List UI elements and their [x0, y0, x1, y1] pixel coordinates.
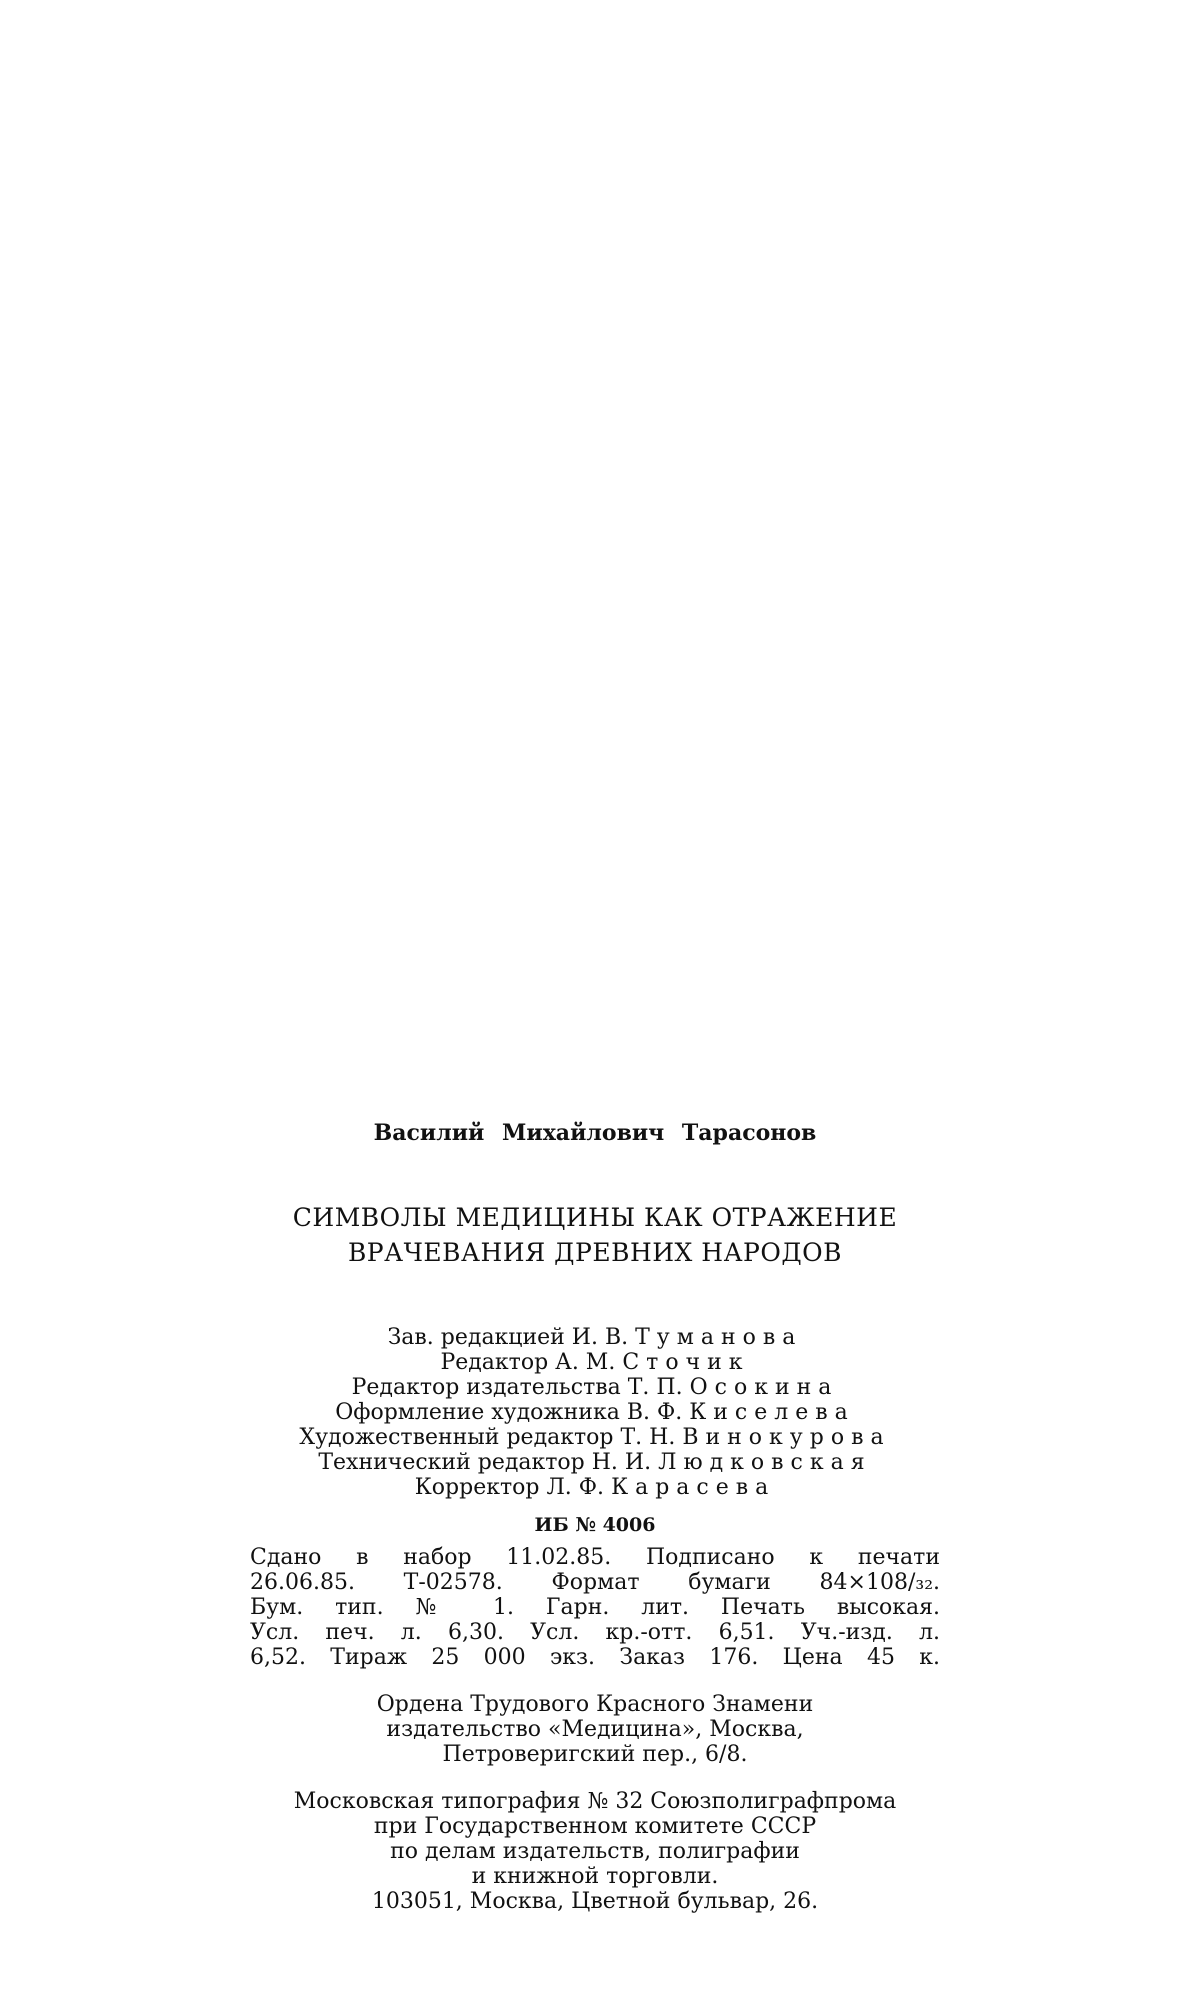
- staff-line: [250, 1475, 940, 1500]
- details-text: Печать высокая.: [720, 1595, 941, 1620]
- publisher-block: [250, 1692, 940, 1767]
- staff-surname: Людковская: [658, 1450, 872, 1475]
- details-line: [250, 1595, 940, 1620]
- details-text: Заказ 176.: [619, 1645, 759, 1670]
- printer-line: и книжной торговли.: [471, 1864, 719, 1889]
- details-text: Сдано в набор 11.02.85.: [250, 1545, 612, 1570]
- details-text: 6,52.: [250, 1645, 306, 1670]
- staff-role: Редактор издательства Т. П.: [351, 1375, 683, 1400]
- details-line: [250, 1570, 940, 1595]
- editorial-staff: [250, 1325, 940, 1500]
- staff-role: Редактор А. М.: [440, 1350, 616, 1375]
- staff-line: [250, 1425, 940, 1450]
- details-text: Усл. печ. л. 6,30.: [250, 1620, 504, 1645]
- ib-number: ИБ № 4006: [534, 1514, 656, 1536]
- staff-role: Зав. редакцией И. В.: [387, 1325, 629, 1350]
- details-line: [250, 1545, 940, 1570]
- printer-line: 103051, Москва, Цветной бульвар, 26.: [371, 1889, 819, 1914]
- details-text: 26.06.85. Т-02578.: [250, 1570, 503, 1595]
- staff-role: Художественный редактор Т. Н.: [299, 1425, 676, 1450]
- staff-surname: Винокурова: [682, 1425, 891, 1450]
- staff-surname: Осокина: [689, 1375, 839, 1400]
- publisher-line: Ордена Трудового Красного Знамени: [376, 1692, 814, 1717]
- details-line: [250, 1620, 940, 1645]
- details-text: Гарн. лит.: [545, 1595, 690, 1620]
- staff-role: Оформление художника В. Ф.: [335, 1400, 683, 1425]
- details-text: Цена 45 к.: [782, 1645, 940, 1670]
- details-text: Уч.-изд. л.: [800, 1620, 940, 1645]
- staff-surname: Туманова: [635, 1325, 803, 1350]
- staff-role: Корректор Л. Ф.: [414, 1475, 605, 1500]
- details-text: Усл. кр.-отт. 6,51.: [530, 1620, 775, 1645]
- staff-surname: Сточик: [622, 1350, 750, 1375]
- details-text: Бум. тип. № 1.: [250, 1595, 515, 1620]
- author-name: Василий Михайлович Тарасонов: [373, 1120, 817, 1146]
- staff-line: [250, 1450, 940, 1475]
- staff-surname: Киселева: [689, 1400, 855, 1425]
- staff-line: [250, 1325, 940, 1350]
- details-text: Тираж 25 000 экз.: [330, 1645, 596, 1670]
- printer-line: при Государственном комитете СССР: [373, 1814, 817, 1839]
- staff-line: [250, 1350, 940, 1375]
- printer-block: [250, 1789, 940, 1914]
- details-line: [250, 1645, 940, 1670]
- publisher-line: Петроверигский пер., 6/8.: [442, 1742, 748, 1767]
- staff-line: [250, 1400, 940, 1425]
- title-line: СИМВОЛЫ МЕДИЦИНЫ КАК ОТРАЖЕНИЕ: [292, 1203, 898, 1232]
- details-text: Формат бумаги 84×108/₃₂.: [551, 1570, 941, 1595]
- publisher-line: издательство «Медицина», Москва,: [386, 1717, 804, 1742]
- staff-surname: Карасева: [611, 1475, 776, 1500]
- staff-role: Технический редактор Н. И.: [318, 1450, 652, 1475]
- book-title: [250, 1200, 940, 1270]
- staff-line: [250, 1375, 940, 1400]
- title-line: ВРАЧЕВАНИЯ ДРЕВНИХ НАРОДОВ: [347, 1238, 843, 1267]
- printer-line: Московская типография № 32 Союзполиграфпрома: [293, 1789, 897, 1814]
- print-details: [250, 1545, 940, 1670]
- printer-line: по делам издательств, полиграфии: [390, 1839, 800, 1864]
- details-text: Подписано к печати: [645, 1545, 940, 1570]
- colophon: [250, 1118, 940, 1914]
